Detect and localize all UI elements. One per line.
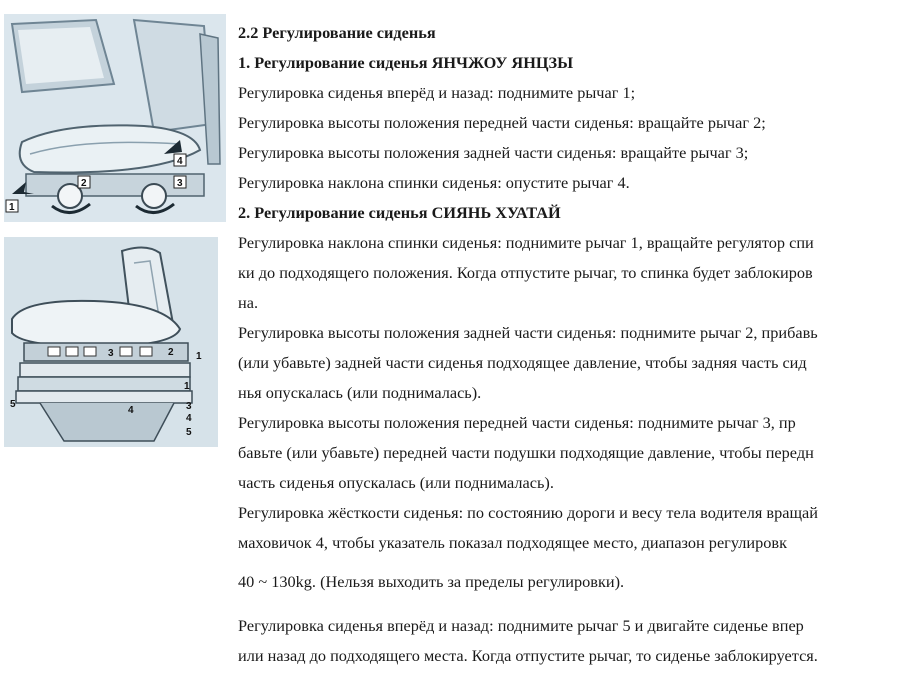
paragraph-line: бавьте (или убавьте) передней части подушки подходящие давление, чтобы передн [238,443,814,462]
document-text [238,18,920,671]
paragraph-line: (или убавьте) задней части сиденья подходящее давление, чтобы задняя часть сид [238,353,807,372]
callout-1: 1 [9,202,15,213]
callout-3b: 3 [186,401,192,412]
paragraph-line: маховичок 4, чтобы указатель показал подходящее место, диапазон регулировк [238,533,787,552]
paragraph-line: Регулировка высоты положения передней части сиденья: поднимите рычаг 3, пр [238,413,796,432]
callout-2: 2 [168,347,174,358]
paragraph-line: нья опускалась (или поднималась). [238,383,482,402]
seat-diagram-1 [4,14,226,222]
paragraph-line: на. [238,293,259,312]
paragraph-line: Регулировка сиденья вперёд и назад: поднимите рычаг 5 и двигайте сиденье впер [238,616,804,635]
paragraph-line: Регулировка наклона спинки сиденья: опустите рычаг 4. [238,173,630,192]
paragraph-line: Регулировка наклона спинки сиденья: поднимите рычаг 1, вращайте регулятор спи [238,233,814,252]
callout-1: 1 [196,351,202,362]
callout-2: 2 [81,178,87,189]
seat-illustration [4,237,218,447]
seat-illustration [4,14,226,222]
paragraph-line: часть сиденья опускалась (или поднималась). [238,473,554,492]
paragraph-line: Регулировка высоты положения задней части сиденья: вращайте рычаг 3; [238,143,749,162]
paragraph-line: 40 ~ 130kg. (Нельзя выходить за пределы регулировки). [238,572,625,591]
paragraph-line: Регулировка жёсткости сиденья: по состоянию дороги и весу тела водителя вращай [238,503,818,522]
callout-5b: 5 [10,399,16,410]
subsection-heading-1: 1. Регулирование сиденья ЯНЧЖОУ ЯНЦЗЫ [238,53,574,72]
seat-diagram-2 [4,237,218,447]
callout-4b: 4 [128,405,134,416]
paragraph-line: или назад до подходящего места. Когда отпустите рычаг, то сиденье заблокируется. [238,646,818,665]
section-heading: 2.2 Регулирование сиденья [238,23,436,42]
callout-5: 5 [186,427,192,438]
subsection-heading-2: 2. Регулирование сиденья СИЯНЬ ХУАТАЙ [238,203,561,222]
callout-3: 3 [108,348,114,359]
paragraph-line: ки до подходящего положения. Когда отпустите рычаг, то спинка будет заблокиров [238,263,813,282]
paragraph-line: Регулировка сиденья вперёд и назад: поднимите рычаг 1; [238,83,636,102]
callout-4: 4 [186,413,192,424]
callout-3: 3 [177,178,183,189]
callout-4: 4 [177,156,183,167]
paragraph-line: Регулировка высоты положения передней части сиденья: вращайте рычаг 2; [238,113,766,132]
paragraph-line: Регулировка высоты положения задней части сиденья: поднимите рычаг 2, прибавь [238,323,818,342]
callout-1b: 1 [184,381,190,392]
